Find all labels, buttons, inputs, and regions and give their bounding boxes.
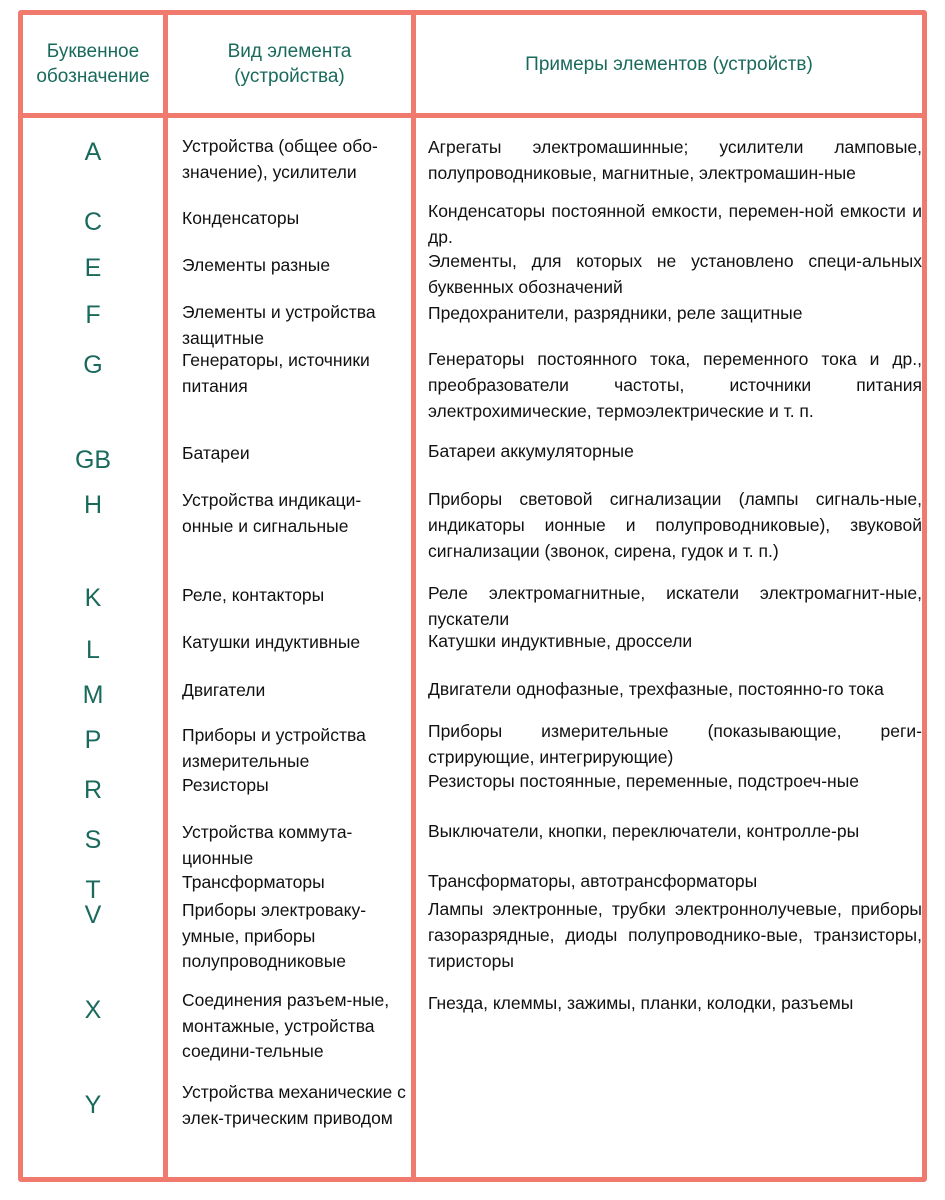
letter-designation: T: [85, 876, 101, 904]
letter-designation-table: [18, 10, 927, 1182]
element-example-text: Батареи аккумуляторные: [428, 441, 634, 461]
element-kind-text: Катушки индуктивные: [182, 632, 361, 652]
element-kind-text: Генераторы, источники питания: [182, 350, 370, 396]
column-letter-designations: [23, 118, 163, 1177]
column-header-element-examples: [416, 15, 922, 113]
letter-designation: V: [84, 901, 102, 929]
letter-designation: P: [84, 726, 102, 754]
element-example-text: Приборы измерительные (показывающие, реги-стрирующие, интегрирующие): [428, 721, 922, 767]
element-kind-text: Устройства индикаци-онные и сигнальные: [182, 490, 362, 536]
element-kind-text: Резисторы: [182, 775, 269, 795]
element-kind-text: Элементы и устройства защитные: [182, 302, 376, 348]
element-example-text: Лампы электронные, трубки электроннолучевые, приборы газоразрядные, диоды полупроводнико-вые, транзисторы, тиристоры: [428, 899, 922, 971]
element-kind-text: Трансформаторы: [182, 872, 325, 892]
element-kind-text: Конденсаторы: [182, 208, 300, 228]
column-element-examples: [416, 118, 922, 1177]
element-example-text: Конденсаторы постоянной емкости, перемен-ной емкости и др.: [428, 201, 922, 247]
element-example-text: Элементы, для которых не установлено специ-альных буквенных обозначений: [428, 251, 922, 297]
letter-designation: F: [85, 301, 101, 329]
element-kind-text: Приборы электроваку-умные, приборы полупроводниковые: [182, 900, 367, 971]
letter-designation: E: [84, 254, 102, 282]
column-header-letter-designation-text: Буквенное обозначение: [36, 41, 150, 87]
element-example-text: Двигатели однофазные, трехфазные, постоянно-го тока: [428, 679, 884, 699]
letter-designation: K: [84, 584, 102, 612]
letter-designation: R: [83, 776, 103, 804]
element-example-text: Катушки индуктивные, дроссели: [428, 631, 693, 651]
element-kind-text: Устройства коммута-ционные: [182, 822, 353, 868]
element-kind-text: Двигатели: [182, 680, 266, 700]
element-kind-text: Соединения разъем-ные, монтажные, устройства соедини-тельные: [182, 990, 390, 1061]
element-example-text: Трансформаторы, автотрансформаторы: [428, 871, 758, 891]
element-example-text: Генераторы постоянного тока, переменного тока и др., преобразователи частоты, источники питания электрохимические, термоэлектрические и т. п.: [428, 349, 922, 421]
letter-designation: H: [83, 491, 103, 519]
element-example-text: Приборы световой сигнализации (лампы сигналь-ные, индикаторы ионные и полупроводниковые), звуковой сигнализации (звонок, сирена, гудок и т. п.): [428, 489, 922, 561]
element-kind-text: Реле, контакторы: [182, 585, 325, 605]
column-element-kinds: [168, 118, 411, 1177]
element-example-text: Реле электромагнитные, искатели электромагнит-ные, пускатели: [428, 583, 922, 629]
element-kind-text: Батареи: [182, 443, 250, 463]
letter-designation: M: [82, 681, 104, 709]
element-example-text: Гнезда, клеммы, зажимы, планки, колодки, разъемы: [428, 993, 854, 1013]
element-example-text: Выключатели, кнопки, переключатели, контролле-ры: [428, 821, 860, 841]
letter-designation: GB: [74, 446, 112, 474]
letter-designation: S: [84, 826, 102, 854]
element-kind-text: Устройства (общее обо-значение), усилители: [182, 136, 378, 182]
letter-designation: L: [86, 636, 100, 664]
letter-designation: A: [84, 138, 102, 166]
letter-designation: X: [84, 996, 102, 1024]
element-kind-text: Элементы разные: [182, 255, 331, 275]
column-header-element-kind-text: Вид элемента (устройства): [227, 41, 352, 87]
letter-designation: G: [83, 351, 103, 379]
element-example-text: Предохранители, разрядники, реле защитные: [428, 303, 803, 323]
letter-designation: Y: [84, 1091, 102, 1119]
element-kind-text: Приборы и устройства измерительные: [182, 725, 366, 771]
letter-designation: C: [83, 208, 103, 236]
element-kind-text: Устройства механические с элек-трическим приводом: [182, 1082, 406, 1128]
column-header-element-kind: [168, 15, 411, 113]
column-header-element-examples-text: Примеры элементов (устройств): [525, 53, 813, 75]
column-header-letter-designation: [23, 15, 163, 113]
element-example-text: Агрегаты электромашинные; усилители ламповые, полупроводниковые, магнитные, электромашин-ные: [428, 137, 922, 183]
table-body: [23, 118, 922, 1177]
element-example-text: Резисторы постоянные, переменные, подстроеч-ные: [428, 771, 860, 791]
